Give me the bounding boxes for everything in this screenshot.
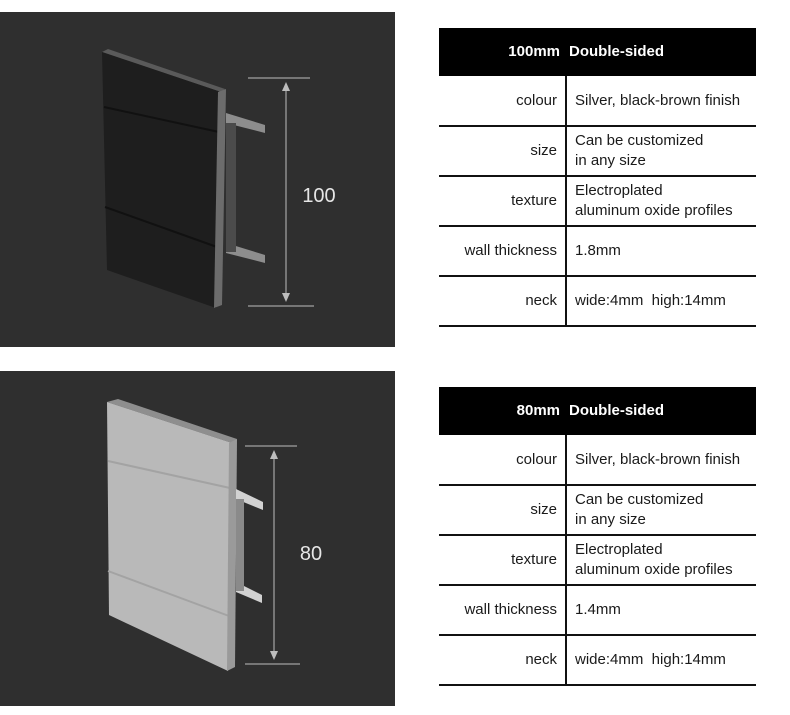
dimension-label: 80 [299, 543, 323, 565]
spec-row-size [439, 485, 756, 535]
spec-label: wall thickness [439, 585, 566, 635]
spec-value: Silver, black-brown finish [566, 76, 756, 126]
spec-row-wall-thickness [439, 226, 756, 276]
spec-value: Can be customized in any size [566, 126, 756, 176]
spec-table-80mm [439, 387, 756, 686]
spec-value: Electroplated aluminum oxide profiles [566, 535, 756, 585]
spec-row-colour [439, 76, 756, 126]
header-size: 80mm [516, 402, 560, 419]
spec-label: wall thickness [439, 226, 566, 276]
spec-value: Silver, black-brown finish [566, 435, 756, 485]
spec-label: neck [439, 276, 566, 326]
spec-row-wall-thickness [439, 585, 756, 635]
spec-table-100mm [439, 28, 756, 327]
spec-row-neck [439, 276, 756, 326]
profile-drawing-100mm [0, 12, 395, 347]
header-type: Double-sided [569, 402, 665, 419]
spec-value: Can be customized in any size [566, 485, 756, 535]
spec-label: neck [439, 635, 566, 685]
header-type: Double-sided [569, 43, 665, 60]
spec-label: size [439, 126, 566, 176]
spec-table-header [439, 387, 756, 435]
profile-face [102, 52, 221, 308]
spec-row-colour [439, 435, 756, 485]
product-photo-80mm [0, 371, 395, 706]
spec-value: 1.4mm [566, 585, 756, 635]
spec-value: Electroplated aluminum oxide profiles [566, 176, 756, 226]
profile-face [107, 402, 232, 671]
spec-label: texture [439, 535, 566, 585]
spec-label: colour [439, 435, 566, 485]
header-size: 100mm [508, 43, 560, 60]
profile-drawing-80mm [0, 371, 395, 706]
spec-row-size [439, 126, 756, 176]
spec-row-texture [439, 535, 756, 585]
spec-table-header [439, 28, 756, 76]
dimension-label: 100 [302, 185, 336, 207]
spec-label: colour [439, 76, 566, 126]
spec-label: size [439, 485, 566, 535]
spec-value: wide:4mm high:14mm [566, 635, 756, 685]
spec-label: texture [439, 176, 566, 226]
spec-value: 1.8mm [566, 226, 756, 276]
product-photo-100mm [0, 12, 395, 347]
spec-row-neck [439, 635, 756, 685]
spec-row-texture [439, 176, 756, 226]
spec-value: wide:4mm high:14mm [566, 276, 756, 326]
